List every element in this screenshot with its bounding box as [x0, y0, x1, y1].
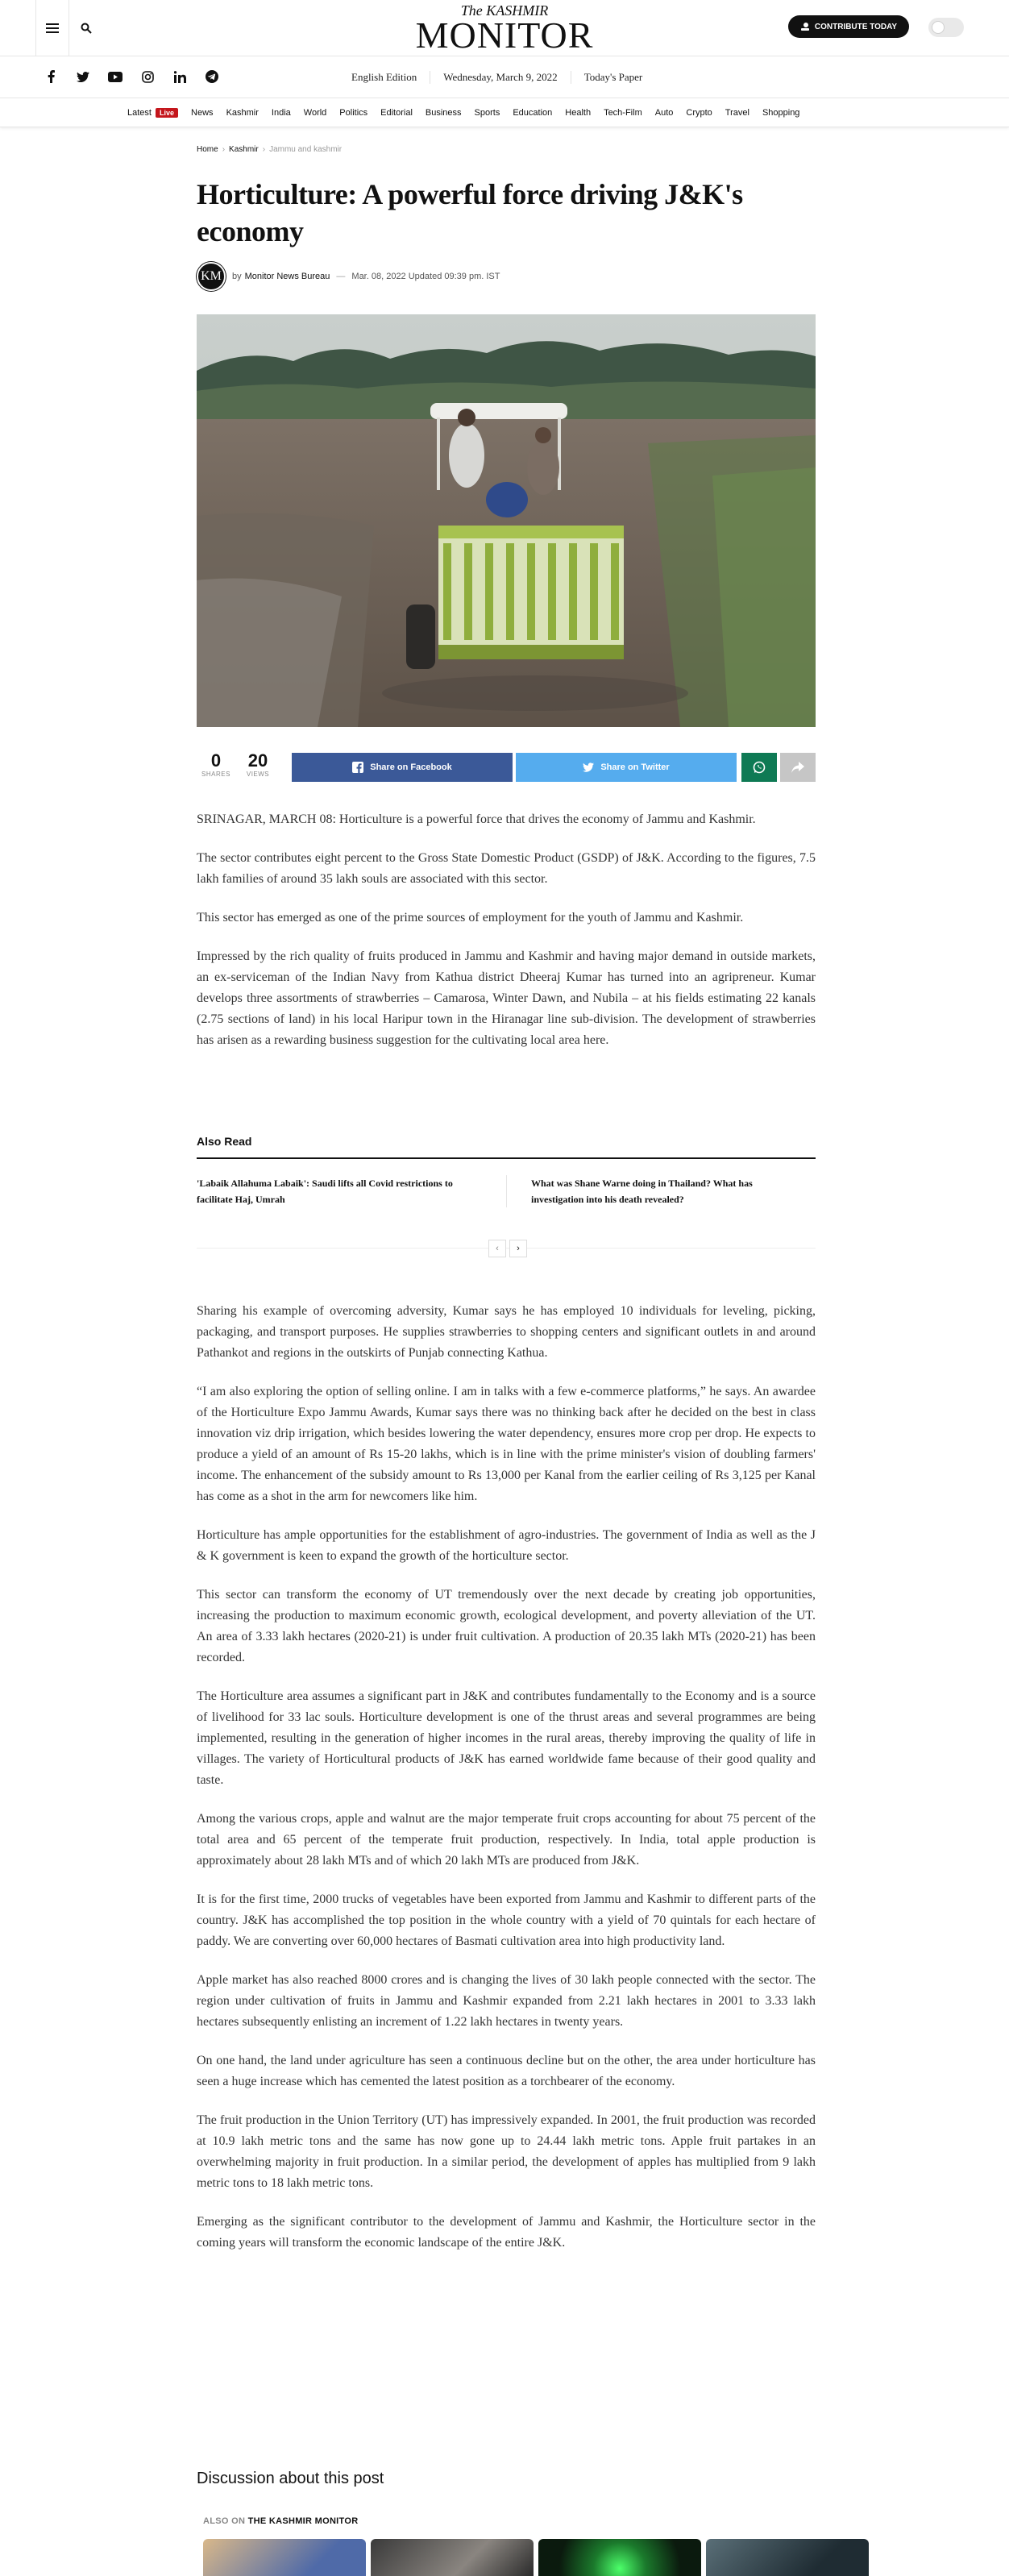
- linkedin-icon[interactable]: [171, 68, 189, 85]
- also-read-pager: [197, 1244, 816, 1265]
- article-body-top: [197, 809, 816, 1069]
- paragraph: The Horticulture area assumes a significant part in J&K and contributes fundamentally to the Economy and is a source of livelihood for 33 lac souls. Horticulture development is one of the thrust areas and several programmes are being implemented, resulting in the generation of higher incomes in the rural areas, thereby improving the quality of life in villages. The variety of Horticultural products of J&K has earned worldwide fame because of their good quality and taste.: [197, 1689, 816, 1787]
- logo-main: MONITOR: [415, 15, 594, 56]
- also-read-heading: Also Read: [197, 1135, 816, 1159]
- share-twitter-label: Share on Twitter: [600, 762, 670, 772]
- nav-item-kashmir[interactable]: Kashmir: [226, 108, 259, 118]
- shares-number: 0: [210, 750, 222, 771]
- instagram-icon[interactable]: [139, 68, 156, 85]
- shares-count: [200, 751, 232, 778]
- social-links: [42, 68, 221, 85]
- top-header: [0, 0, 1009, 56]
- paragraph: “I am also exploring the option of selling online. I am in talks with a few e-commerce platforms,” he says. An awardee of the Horticulture Expo Jammu Awards, Kumar says there was no thinking back after he decided on the best in class innovation viz drip irrigation, which besides lowering the water dependency, ensures more crop per drop. He expects to produce a yield of an amount of Rs 15-20 lakhs, which is in line with the prime minister's vision of doubling farmers' income. The enhancement of the subsidy amount to Rs 13,000 per Kanal from the earlier ceiling of Rs 3,125 per Kanal has come as a shot in the arm for newcomers like him.: [197, 1385, 816, 1503]
- telegram-icon[interactable]: [203, 68, 221, 85]
- logo-the: The KASHMIR: [460, 2, 549, 19]
- share-twitter-button[interactable]: [516, 753, 737, 782]
- share-whatsapp-button[interactable]: [741, 753, 777, 782]
- paragraph: This sector can transform the economy of UT tremendously over the next decade by creating job opportunities, increasing the production to maximum economic growth, ecological development, and poverty alleviation of the UT. An area of 3.33 lakh hectares (2020-21) is under fruit cultivation. A production of 20.35 lakh MTs (2020-21) has been recorded.: [197, 1588, 816, 1664]
- related-thumb[interactable]: [706, 2539, 869, 2576]
- nav-item-latest[interactable]: [121, 108, 185, 118]
- article-hero-image: [197, 314, 816, 727]
- paragraph: SRINAGAR, MARCH 08: Horticulture is a powerful force that drives the economy of Jammu and Kashmir.: [197, 812, 756, 826]
- current-date: Wednesday, March 9, 2022: [430, 71, 570, 84]
- facebook-icon[interactable]: [42, 68, 60, 85]
- also-on-site: THE KASHMIR MONITOR: [247, 2516, 359, 2526]
- hand-coin-icon: [800, 22, 810, 31]
- paragraph: Impressed by the rich quality of fruits produced in Jammu and Kashmir and having major demand in outside markets, an ex-serviceman of the Indian Navy from Kathua district Dheeraj Kumar has turned into an agripreneur. Kumar develops three assortments of strawberries – Camarosa, Winter Dawn, and Nubila – at his fields estimating 22 kanals (2.75 sections of land) in his local Haripur town in the Hiranagar line sub-division. The development of strawberries has arisen as a rewarding business suggestion for the cultivating local area here.: [197, 949, 816, 1047]
- also-read-items: [197, 1175, 816, 1207]
- related-thumbnails: [203, 2539, 869, 2576]
- paragraph: Apple market has also reached 8000 crores and is changing the lives of 30 lakh people connected with the sector. The region under cultivation of fruits in Jammu and Kashmir expanded from 2.21 lakh hectares in 2001 to 3.33 lakh hectares subsequently enlisting an increment of 1.22 lakh hectares in twenty years.: [197, 1973, 816, 2029]
- breadcrumb-home[interactable]: Home: [197, 145, 218, 154]
- also-on-label: [203, 2516, 358, 2526]
- edition-info: [338, 56, 655, 98]
- views-count: [240, 751, 276, 778]
- paragraph: The sector contributes eight percent to the Gross State Domestic Product (GSDP) of J&K. According to the figures, 7.5 lakh families of around 35 lakh souls are associated with this sector.: [197, 851, 816, 886]
- article-meta: [197, 261, 500, 292]
- nav-item-travel[interactable]: Travel: [725, 108, 749, 118]
- paragraph: It is for the first time, 2000 trucks of vegetables have been exported from Jammu and Kashmir to different parts of the country. J&K has accomplished the top position in the whole country with a yield of 70 quintals for each hectare of paddy. We are converting over 60,000 hectares of Basmati cultivation area into high productivity land.: [197, 1893, 816, 1948]
- whatsapp-icon: [753, 761, 766, 774]
- nav-item-crypto[interactable]: Crypto: [686, 108, 712, 118]
- also-read-item[interactable]: 'Labaik Allahuma Labaik': Saudi lifts all Covid restrictions to facilitate Haj, Umrah: [197, 1178, 453, 1205]
- author-link[interactable]: Monitor News Bureau: [244, 272, 330, 281]
- paragraph: On one hand, the land under agriculture has seen a continuous decline but on the other, the area under horticulture has seen a huge increase which has cemented the latest position as a torchbearer of the economy.: [197, 2054, 816, 2088]
- meta-dash: —: [336, 272, 346, 281]
- breadcrumb-separator: ›: [262, 145, 266, 154]
- nav-latest-label: Latest: [127, 108, 152, 118]
- nav-item-india[interactable]: India: [271, 108, 291, 118]
- chevron-left-icon: ‹: [496, 1244, 499, 1253]
- nav-list: [121, 98, 806, 127]
- shares-label: SHARES: [201, 771, 230, 778]
- paragraph: Among the various crops, apple and walnut are the major temperate fruit crops accounting for about 75 percent of the total area and 65 percent of the temperate fruit production, respectively. In India, total apple production is approximately about 28 lakh MTs and of which 20 lakh MTs are produced from J&K.: [197, 1812, 816, 1868]
- paragraph: Emerging as the significant contributor to the development of Jammu and Kashmir, the Horticulture sector in the coming years will transform the economic landscape of the entire J&K.: [197, 2215, 816, 2250]
- nav-item-sports[interactable]: Sports: [474, 108, 500, 118]
- related-thumb[interactable]: [371, 2539, 534, 2576]
- share-more-button[interactable]: [780, 753, 816, 782]
- breadcrumb-separator: ›: [222, 145, 226, 154]
- also-on-prefix: ALSO ON: [203, 2516, 246, 2526]
- youtube-icon[interactable]: [106, 68, 124, 85]
- rice-transplanter-photo: [197, 314, 816, 727]
- also-read-block: [197, 1135, 816, 1253]
- article-body-bottom: [197, 1301, 816, 2271]
- nav-item-politics[interactable]: Politics: [339, 108, 368, 118]
- contribute-label: CONTRIBUTE TODAY: [814, 22, 898, 31]
- nav-item-world[interactable]: World: [303, 108, 327, 118]
- next-button[interactable]: [509, 1240, 527, 1257]
- share-arrow-icon: [791, 762, 804, 773]
- twitter-icon[interactable]: [74, 68, 92, 85]
- dark-mode-toggle[interactable]: [928, 18, 964, 37]
- twitter-icon: [583, 762, 594, 772]
- nav-item-education[interactable]: Education: [513, 108, 553, 118]
- nav-item-health[interactable]: Health: [565, 108, 592, 118]
- edition-link[interactable]: English Edition: [351, 71, 417, 83]
- share-facebook-button[interactable]: [292, 753, 513, 782]
- nav-item-auto[interactable]: Auto: [654, 108, 674, 118]
- paragraph: Sharing his example of overcoming adversity, Kumar says he has employed 10 individuals for leveling, picking, packaging, and transport purposes. He supplies strawberries to shopping centers and significant outlets in and around Pathankot and regions in the outskirts of Punjab connecting Kathua.: [197, 1304, 816, 1360]
- breadcrumb-section[interactable]: Kashmir: [229, 145, 259, 154]
- paragraph: The fruit production in the Union Territory (UT) has impressively expanded. In 2001, the fruit production was recorded at 10.9 lakh metric tons and the same has now gone up to 24.44 lakh metric tons. Apple fruit partakes in an overwhelming majority in fruit production. In a similar period, the development of apples has multiplied from 9 lakh metric tons to 18 lakh metric tons.: [197, 2113, 816, 2190]
- article-title: Horticulture: A powerful force driving J&K's economy: [197, 178, 743, 247]
- paragraph: This sector has emerged as one of the prime sources of employment for the youth of Jammu and Kashmir.: [197, 911, 744, 924]
- breadcrumb-current: Jammu and kashmir: [269, 145, 343, 154]
- related-thumb[interactable]: [538, 2539, 701, 2576]
- discussion-heading: Discussion about this post: [197, 2470, 384, 2487]
- nav-item-shopping[interactable]: Shopping: [762, 108, 800, 118]
- article-date: Mar. 08, 2022 Updated 09:39 pm. IST: [351, 272, 500, 281]
- author-avatar[interactable]: KM: [197, 262, 226, 291]
- breadcrumb: [197, 145, 342, 154]
- views-number: 20: [247, 750, 268, 771]
- share-facebook-label: Share on Facebook: [370, 762, 452, 772]
- nav-item-business[interactable]: Business: [425, 108, 462, 118]
- nav-item-news[interactable]: News: [191, 108, 214, 118]
- contribute-button[interactable]: [788, 15, 909, 38]
- todays-paper-link[interactable]: Today's Paper: [571, 71, 656, 84]
- views-label: VIEWS: [246, 771, 270, 778]
- byline-prefix: by: [232, 272, 242, 281]
- also-read-item[interactable]: What was Shane Warne doing in Thailand? What has investigation into his death revealed?: [506, 1175, 816, 1207]
- share-bar: [197, 750, 816, 785]
- main-nav: [0, 98, 1009, 127]
- paragraph: Horticulture has ample opportunities for the establishment of agro-industries. The government of India as well as the J & K government is keen to expand the growth of the horticulture sector.: [197, 1528, 816, 1563]
- nav-item-editorial[interactable]: Editorial: [380, 108, 413, 118]
- sub-header: [0, 56, 1009, 98]
- facebook-icon: [352, 762, 363, 773]
- nav-item-tech-film[interactable]: Tech-Film: [604, 108, 642, 118]
- related-thumb[interactable]: [203, 2539, 366, 2576]
- prev-button[interactable]: [488, 1240, 506, 1257]
- chevron-right-icon: ›: [517, 1244, 520, 1253]
- toggle-knob: [932, 21, 945, 34]
- live-badge: Live: [156, 108, 178, 118]
